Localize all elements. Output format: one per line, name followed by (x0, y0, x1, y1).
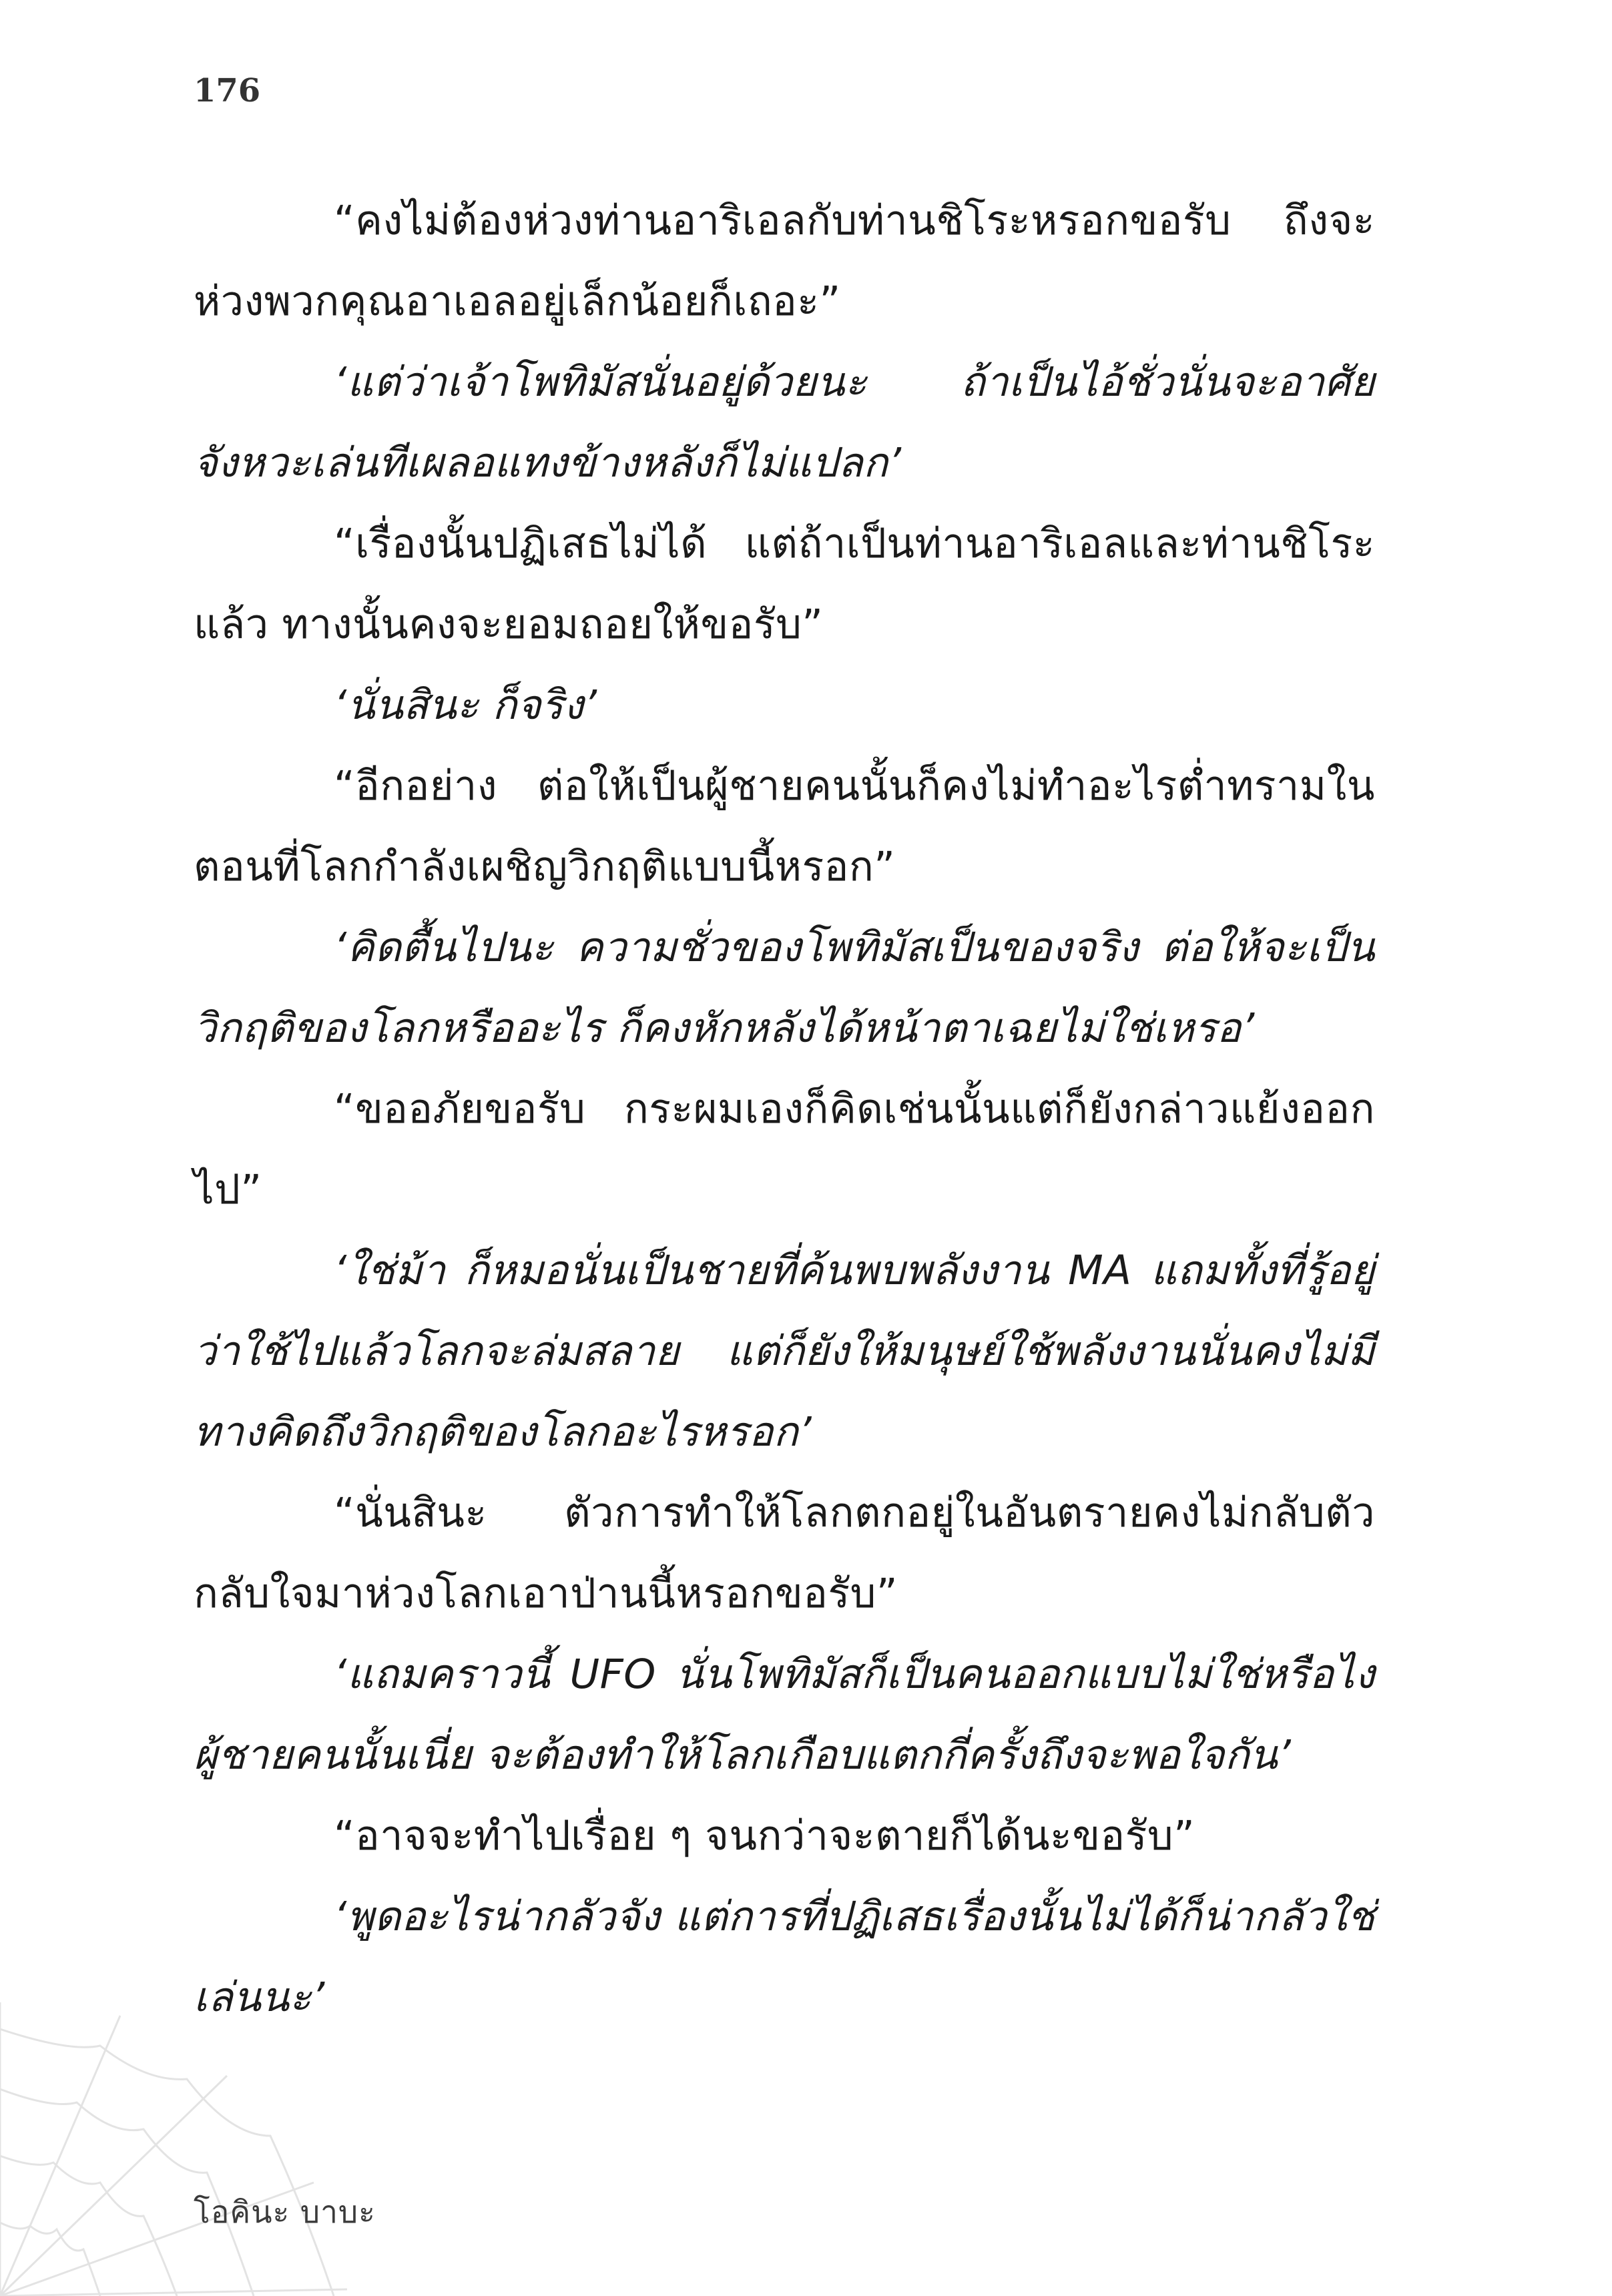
paragraph-dialogue: “ขออภัยขอรับ กระผมเองก็คิดเช่นนั้นแต่ก็ยังกล่าวแย้งออกไป” (194, 1085, 1375, 1213)
paragraph-dialogue: “อีกอย่าง ต่อให้เป็นผู้ชายคนนั้นก็คงไม่ทำอะไรต่ำทรามในตอนที่โลกกำลังเผชิญวิกฤติแบบนี้หรอก” (194, 762, 1375, 890)
paragraph-dialogue: “คงไม่ต้องห่วงท่านอาริเอลกับท่านชิโระหรอกขอรับ ถึงจะห่วงพวกคุณอาเอลอยู่เล็กน้อยก็เถอะ” (194, 197, 1375, 325)
text-body (194, 180, 1375, 2038)
paragraph-thought: ‘แถมคราวนี้ UFO นั่นโพทิมัสก็เป็นคนออกแบบไม่ใช่หรือไงผู้ชายคนนั้นเนี่ย จะต้องทำให้โลกเกือบแตกกี่ครั้งถึงจะพอใจกัน’ (194, 1651, 1375, 1779)
paragraph-thought: ‘นั่นสินะ ก็จริง’ (334, 681, 597, 729)
page-number: 176 (194, 72, 261, 109)
paragraph-dialogue: “เรื่องนั้นปฏิเสธไม่ได้ แต่ถ้าเป็นท่านอาริเอลและท่านชิโระแล้ว ทางนั้นคงจะยอมถอยให้ขอรับ” (194, 520, 1375, 648)
footer-book-title: โอคินะ บาบะ (194, 2194, 376, 2230)
paragraph-thought: ‘พูดอะไรน่ากลัวจัง แต่การที่ปฏิเสธเรื่องนั้นไม่ได้ก็น่ากลัวใช่เล่นนะ’ (194, 1893, 1375, 2021)
paragraph-thought: ‘คิดตื้นไปนะ ความชั่วของโพทิมัสเป็นของจริง ต่อให้จะเป็นวิกฤติของโลกหรืออะไร ก็คงหักหลังได้หน้าตาเฉยไม่ใช่เหรอ’ (194, 924, 1375, 1052)
paragraph-thought: ‘ใช่ม้า ก็หมอนั่นเป็นชายที่ค้นพบพลังงาน MA แถมทั้งที่รู้อยู่ว่าใช้ไปแล้วโลกจะล่มสลาย แต่ก็ยังให้มนุษย์ใช้พลังงานนั่นคงไม่มีทางคิดถึงวิกฤติของโลกอะไรหรอก’ (194, 1247, 1375, 1456)
paragraph-dialogue: “อาจจะทำไปเรื่อย ๆ จนกว่าจะตายก็ได้นะขอรับ” (334, 1812, 1195, 1859)
spider-web-decoration (0, 2002, 347, 2296)
paragraph-thought: ‘แต่ว่าเจ้าโพทิมัสนั่นอยู่ด้วยนะ ถ้าเป็นไอ้ชั่วนั่นจะอาศัยจังหวะเล่นทีเผลอแทงข้างหลังก็ไม่แปลก’ (194, 358, 1375, 487)
paragraph-dialogue: “นั่นสินะ ตัวการทำให้โลกตกอยู่ในอันตรายคงไม่กลับตัวกลับใจมาห่วงโลกเอาป่านนี้หรอกขอรับ” (194, 1489, 1375, 1617)
